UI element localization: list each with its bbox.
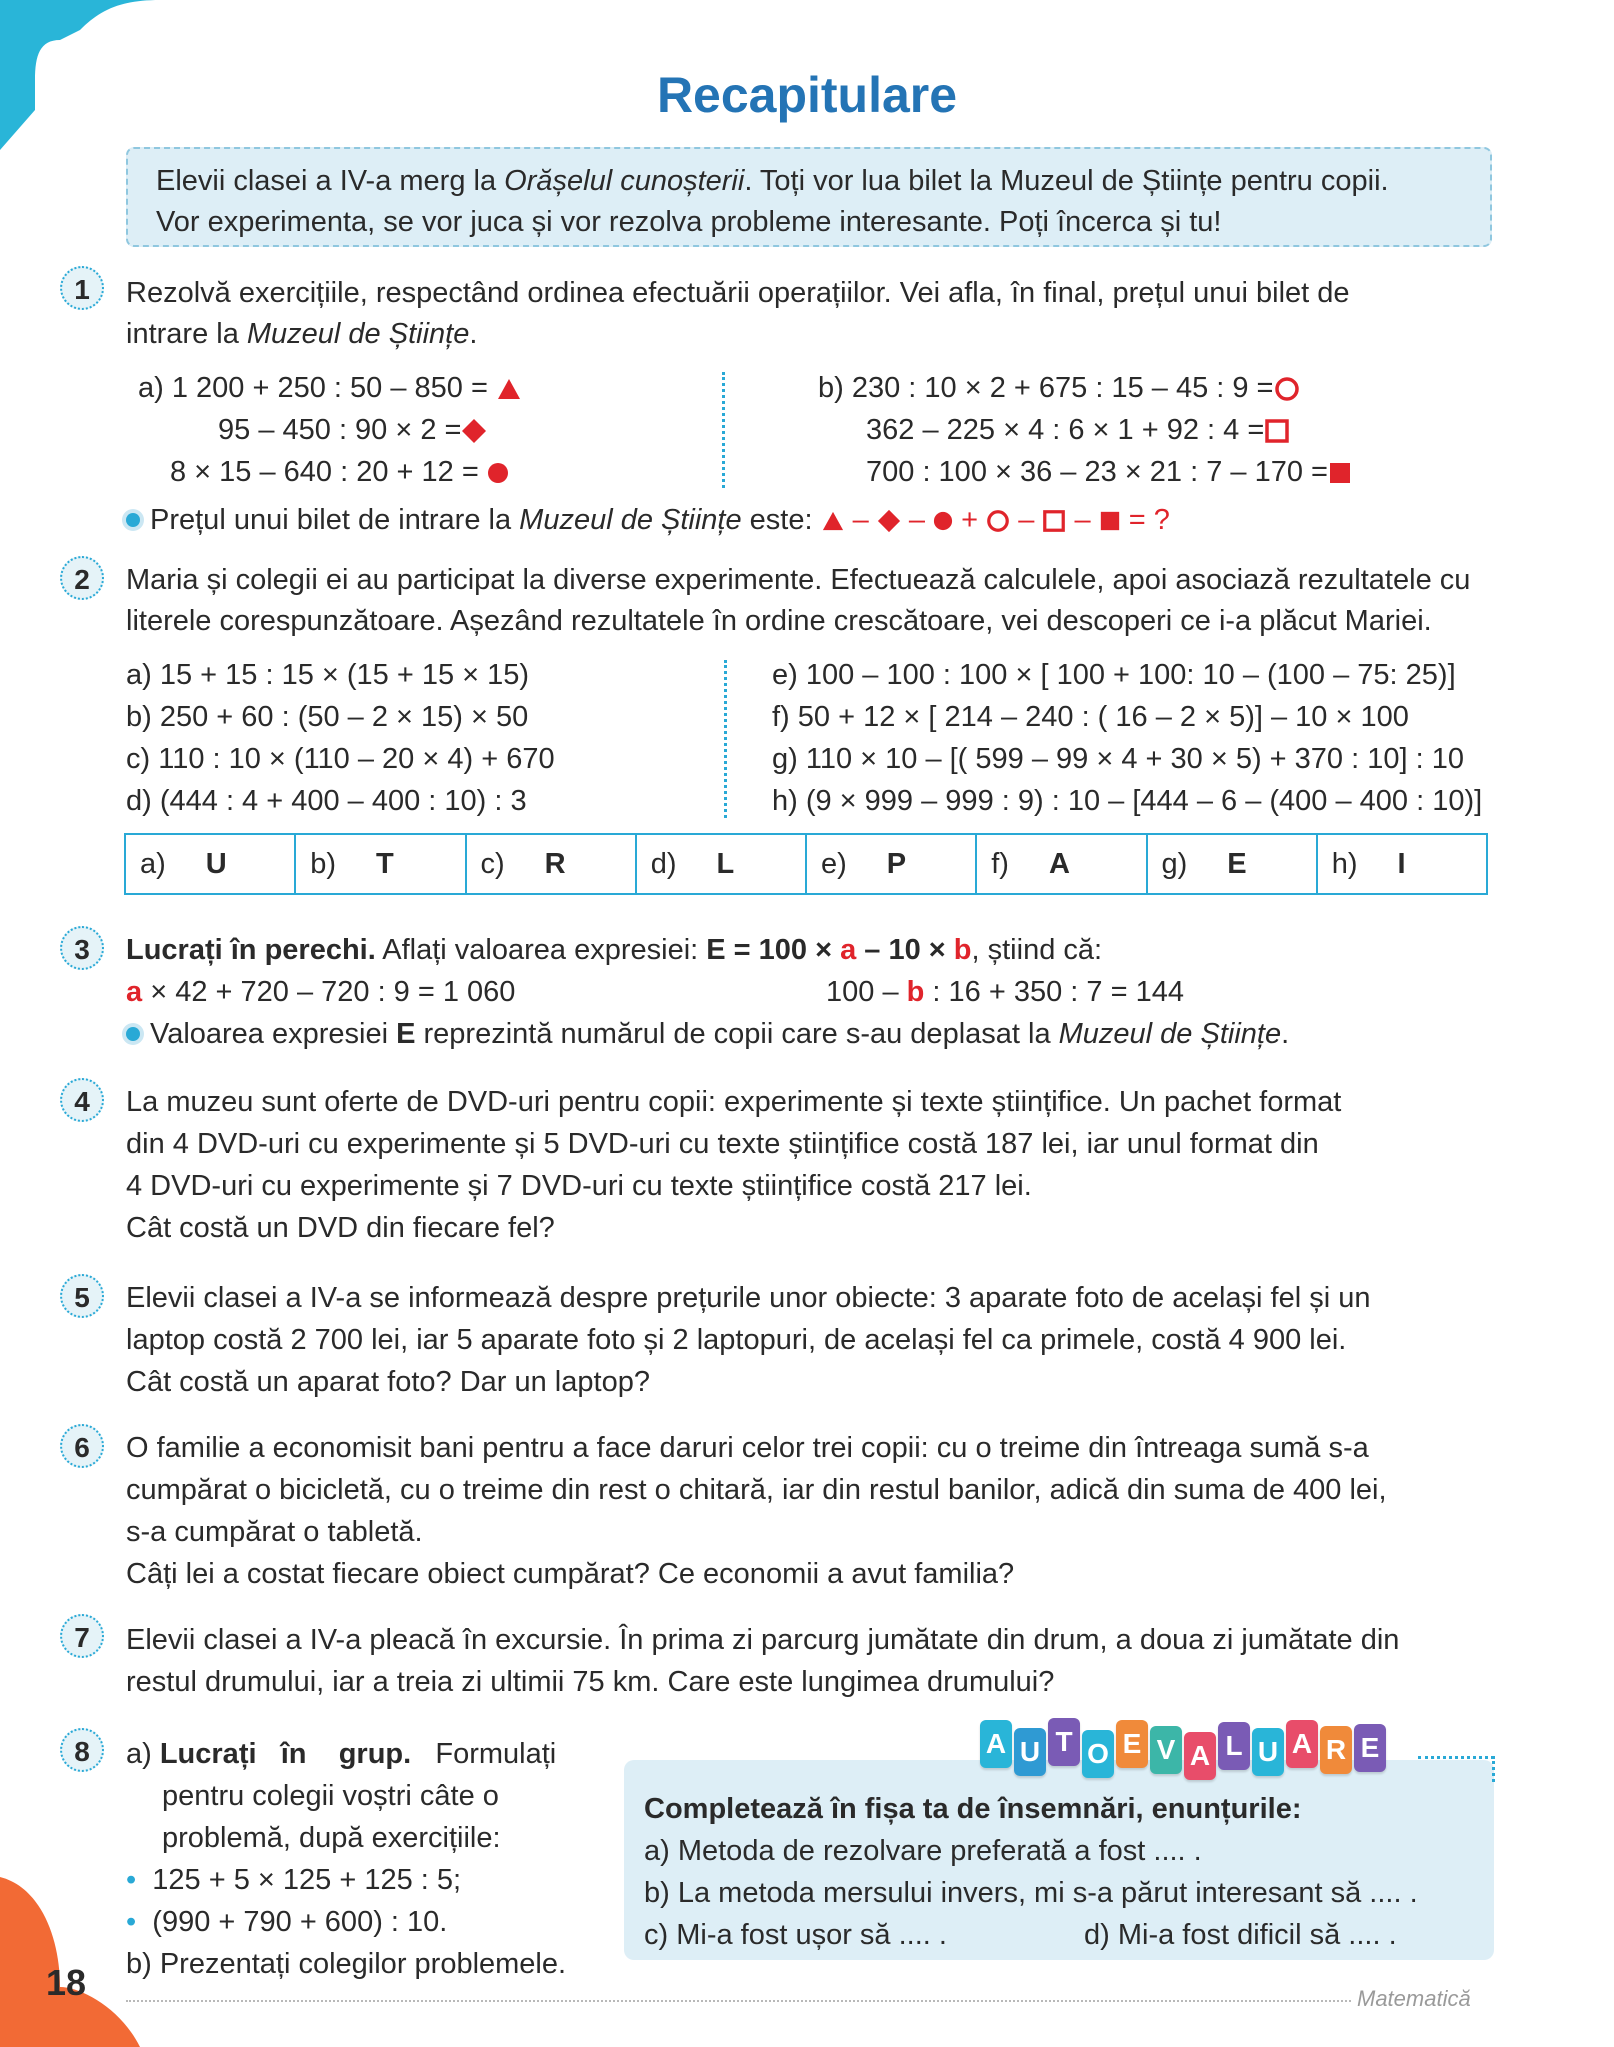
intro-line-1: Elevii clasei a IV-a merg la Orășelul cunoșterii. Toți vor lua bilet la Muzeul de Științe pentru copii.: [156, 165, 1389, 197]
bullet-icon: [126, 1027, 140, 1041]
exercise-number: 3: [60, 926, 104, 970]
exercise-number: 7: [60, 1614, 104, 1658]
empty-square-icon: [1042, 509, 1066, 533]
self-assessment-title-letter: A: [1286, 1720, 1318, 1768]
column-divider: [722, 372, 725, 488]
answer-cell: h) I: [1331, 848, 1406, 880]
self-assessment-heading: Completează în fișa ta de însemnări, enunțurile:: [644, 1793, 1302, 1825]
self-assessment-item: c) Mi-a fost ușor să .... . d) Mi-a fost dificil să .... .: [644, 1919, 1397, 1951]
self-assessment-dotted-border: [1418, 1756, 1494, 1759]
ex1-b-line-1: b) 230 : 10 × 2 + 675 : 15 – 45 : 9 =: [818, 368, 1300, 409]
ex5-line: Cât costă un aparat foto? Dar un laptop?: [126, 1366, 650, 1398]
ex3-note: Valoarea expresiei E reprezintă numărul de copii care s-au deplasat la Muzeul de Științe.: [126, 1014, 1289, 1055]
answer-cell: f) A: [977, 835, 1147, 893]
self-assessment-title-letter: V: [1150, 1726, 1182, 1774]
bullet-icon: [126, 513, 140, 527]
empty-circle-icon: [1274, 376, 1300, 402]
self-assessment-title-letter: A: [980, 1720, 1012, 1768]
price-formula: – – + – – = ?: [821, 504, 1170, 536]
ex8-a-line-3: problemă, după exercițiile:: [162, 1822, 501, 1854]
ex8-a-line-1: a) Lucrați în grup. Formulați: [126, 1738, 557, 1770]
exercise-number: 8: [60, 1728, 104, 1772]
ex3-equation-2: 100 – b : 16 + 350 : 7 = 144: [826, 976, 1184, 1008]
ex8-a-line-2: pentru colegii voștri câte o: [162, 1780, 499, 1812]
diamond-icon: [877, 509, 901, 533]
self-assessment-title-letter: L: [1218, 1722, 1250, 1770]
page-title: Recapitulare: [656, 67, 958, 123]
ex2-left-item: d) (444 : 4 + 400 – 400 : 10) : 3: [126, 785, 527, 817]
ex2-text-line-1: Maria și colegii ei au participat la diverse experimente. Efectuează calculele, apoi asociază rezultatele cu: [126, 564, 1471, 596]
ex4-line: Cât costă un DVD din fiecare fel?: [126, 1212, 555, 1244]
ex1-b-line-2: 362 – 225 × 4 : 6 × 1 + 92 : 4 =: [866, 410, 1290, 451]
ex6-line: O familie a economisit bani pentru a face daruri celor trei copii: cu o treime din întreaga sumă s-a: [126, 1432, 1369, 1464]
filled-circle-icon: [933, 511, 953, 531]
self-assessment-title-letter: E: [1116, 1720, 1148, 1768]
ex4-line: 4 DVD-uri cu experimente și 7 DVD-uri cu texte științifice costă 217 lei.: [126, 1170, 1032, 1202]
ex2-right-item: e) 100 – 100 : 100 × [ 100 + 100: 10 – (100 – 75: 25)]: [772, 659, 1456, 691]
self-assessment-title-letter: U: [1252, 1728, 1284, 1776]
ex5-line: laptop costă 2 700 lei, iar 5 aparate foto și 2 laptopuri, de același fel ca primele, costă 4 900 lei.: [126, 1324, 1347, 1356]
exercise-number: 5: [60, 1274, 104, 1318]
footer-subject: Matematică: [1357, 1986, 1471, 2011]
ex5-line: Elevii clasei a IV-a se informează despre prețurile unor obiecte: 3 aparate foto de același fel și un: [126, 1282, 1371, 1314]
filled-square-icon: [1328, 461, 1352, 485]
self-assessment-title-letter: E: [1354, 1724, 1386, 1772]
ex1-a-line-2: 95 – 450 : 90 × 2 =: [218, 410, 487, 451]
triangle-icon: [496, 377, 522, 401]
triangle-icon: [821, 510, 845, 532]
self-assessment-title-letter: A: [1184, 1732, 1216, 1780]
footer-divider: [126, 2000, 1351, 2002]
intro-line-2: Vor experimenta, se vor juca și vor rezolva probleme interesante. Poți încerca și tu!: [156, 206, 1222, 238]
answer-cell: c) R: [467, 835, 637, 893]
ex1-a-line-1: a) 1 200 + 250 : 50 – 850 =: [138, 368, 522, 409]
answer-cell: a) U: [126, 835, 296, 893]
filled-square-icon: [1099, 510, 1121, 532]
ex7-line: restul drumului, iar a treia zi ultimii 75 km. Care este lungimea drumului?: [126, 1666, 1055, 1698]
ex2-left-item: b) 250 + 60 : (50 – 2 × 15) × 50: [126, 701, 529, 733]
answer-cell: b) T: [296, 835, 466, 893]
ex3-text-line-1: Lucrați în perechi. Aflați valoarea expresiei: E = 100 × a – 10 × b, știind că:: [126, 934, 1103, 966]
column-divider: [724, 660, 727, 818]
intro-box: [126, 147, 1492, 247]
exercise-number: 1: [60, 266, 104, 310]
self-assessment-dotted-border: [1492, 1756, 1495, 1782]
ex2-left-item: c) 110 : 10 × (110 – 20 × 4) + 670: [126, 743, 555, 775]
answer-cell: e) P: [807, 835, 977, 893]
ex2-right-item: f) 50 + 12 × [ 214 – 240 : ( 16 – 2 × 5)] – 10 × 100: [772, 701, 1409, 733]
ex2-right-item: h) (9 × 999 – 999 : 9) : 10 – [444 – 6 – (400 – 400 : 10)]: [772, 785, 1483, 817]
filled-circle-icon: [487, 462, 509, 484]
self-assessment-item: a) Metoda de rezolvare preferată a fost .... .: [644, 1835, 1202, 1867]
bullet-icon: •: [126, 1864, 137, 1896]
ex8-bullet-1: • 125 + 5 × 125 + 125 : 5;: [126, 1864, 462, 1896]
ex7-line: Elevii clasei a IV-a pleacă în excursie. În prima zi parcurg jumătate din drum, a doua zi jumătate din: [126, 1624, 1400, 1656]
ex3-equation-1: a × 42 + 720 – 720 : 9 = 1 060: [126, 976, 516, 1008]
self-assessment-box: [624, 1760, 1494, 1960]
ex1-b-line-3: 700 : 100 × 36 – 23 × 21 : 7 – 170 =: [866, 452, 1352, 493]
self-assessment-item: b) La metoda mersului invers, mi s-a părut interesant să .... .: [644, 1877, 1418, 1909]
ex6-line: cumpărat o bicicletă, cu o treime din rest o chitară, iar din restul banilor, adică din suma de 400 lei,: [126, 1474, 1387, 1506]
ex1-a-line-3: 8 × 15 – 640 : 20 + 12 =: [170, 452, 509, 493]
self-assessment-title-letter: U: [1014, 1728, 1046, 1776]
ex4-line: La muzeu sunt oferte de DVD-uri pentru copii: experimente și texte științifice. Un pachet format: [126, 1086, 1342, 1118]
answer-cell: g) E: [1148, 835, 1318, 893]
exercise-number: 2: [60, 556, 104, 600]
ex1-text-line-2: intrare la Muzeul de Științe.: [126, 318, 478, 350]
self-assessment-title-letter: T: [1048, 1718, 1080, 1766]
ex6-line: s-a cumpărat o tabletă.: [126, 1516, 423, 1548]
bullet-icon: •: [126, 1906, 137, 1938]
ex4-line: din 4 DVD-uri cu experimente și 5 DVD-uri cu texte științifice costă 187 lei, iar unul format din: [126, 1128, 1319, 1160]
self-assessment-title: [980, 1720, 1388, 1780]
diamond-icon: [461, 418, 487, 444]
exercise-number: 4: [60, 1078, 104, 1122]
page-number: 18: [46, 1962, 87, 2003]
ex6-line: Câți lei a costat fiecare obiect cumpărat? Ce economii a avut familia?: [126, 1558, 1015, 1590]
self-assessment-title-letter: O: [1082, 1730, 1114, 1778]
ex2-right-item: g) 110 × 10 – [( 599 – 99 × 4 + 30 × 5) + 370 : 10] : 10: [772, 743, 1464, 775]
exercise-number: 6: [60, 1424, 104, 1468]
ex8-bullet-2: • (990 + 790 + 600) : 10.: [126, 1906, 448, 1938]
ex8-b-line: b) Prezentați colegilor problemele.: [126, 1948, 567, 1980]
empty-circle-icon: [986, 509, 1010, 533]
self-assessment-title-letter: R: [1320, 1726, 1352, 1774]
answer-table: [124, 833, 1488, 895]
ex2-text-line-2: literele corespunzătoare. Așezând rezultatele în ordine crescătoare, vei descoperi ce i-a plăcut Mariei.: [126, 605, 1432, 637]
empty-square-icon: [1264, 418, 1290, 444]
ex2-left-item: a) 15 + 15 : 15 × (15 + 15 × 15): [126, 659, 530, 691]
answer-cell: d) L: [637, 835, 807, 893]
ex1-text-line-1: Rezolvă exercițiile, respectând ordinea efectuării operațiilor. Vei afla, în final, prețul unui bilet de: [126, 277, 1350, 309]
ex1-price-line: Prețul unui bilet de intrare la Muzeul de Științe este: – – + – – = ?: [126, 500, 1170, 541]
